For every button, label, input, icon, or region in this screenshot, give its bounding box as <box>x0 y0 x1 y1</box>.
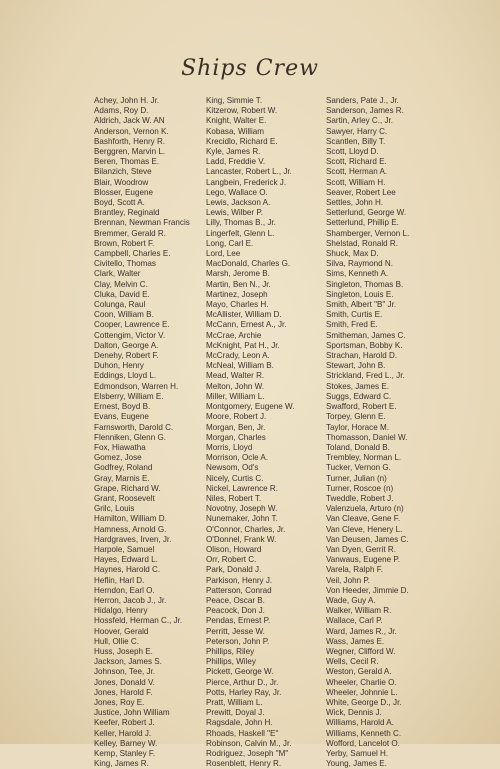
crew-name: Keller, Harold J. <box>94 728 152 738</box>
crew-name: Montgomery, Eugene W. <box>206 402 295 412</box>
crew-name: Hayes, Edward L. <box>94 555 158 565</box>
crew-name: Pierce, Arthur D., Jr. <box>206 677 279 687</box>
crew-name: Walker, William R. <box>326 606 392 616</box>
crew-name: Smitheman, James C. <box>326 330 406 340</box>
crew-name: Keefer, Robert J. <box>94 718 155 728</box>
crew-name: Melton, John W. <box>206 381 265 391</box>
crew-name: Clark, Walter <box>94 269 141 279</box>
crew-name: Edmondson, Warren H. <box>94 381 179 391</box>
crew-name: Bilanzich, Steve <box>94 167 152 177</box>
crew-name: Orr, Robert C. <box>206 555 257 565</box>
crew-name: Van Cleave, Gene F. <box>326 514 401 524</box>
crew-name: Langbein, Frederick J. <box>206 177 287 187</box>
crew-name: Turner, Julian (n) <box>326 473 387 483</box>
crew-name: Brown, Robert F. <box>94 238 155 248</box>
crew-name: Morrison, Ocle A. <box>206 453 269 463</box>
crew-name: Blosser, Eugene <box>94 187 153 197</box>
crew-name: Cluka, David E. <box>94 289 150 299</box>
crew-name: Lingerfelt, Glenn L. <box>206 228 275 238</box>
crew-name: Hamness, Arnold G. <box>94 524 167 534</box>
crew-name: Colunga, Raul <box>94 300 146 310</box>
crew-name: Van Deusen, James C. <box>326 534 409 544</box>
crew-name: Nickel, Lawrence R. <box>206 483 278 493</box>
crew-name: Seaver, Robert Lee <box>326 187 396 197</box>
crew-name: Martinez, Joseph <box>206 289 268 299</box>
crew-name: Miller, William L. <box>206 391 265 401</box>
crew-name: White, George D., Jr. <box>326 697 402 707</box>
crew-name: Patterson, Conrad <box>206 585 272 595</box>
crew-name: Smith, Albert "B" Jr. <box>326 300 397 310</box>
crew-name: Parkison, Henry J. <box>206 575 273 585</box>
crew-name: Niles, Robert T. <box>206 493 262 503</box>
crew-name: Weston, Gerald A. <box>326 667 392 677</box>
crew-name: Kemp, Stanley F. <box>94 749 156 758</box>
crew-name: Heflin, Harl D. <box>94 575 145 585</box>
crew-name: Phillips, Riley <box>206 646 255 656</box>
crew-name: Duhon, Henry <box>94 361 144 371</box>
crew-name: Lilly, Thomas B., Jr. <box>206 218 276 228</box>
crew-name: Lego, Wallace O. <box>206 187 268 197</box>
crew-name: Peacock, Don J. <box>206 606 265 616</box>
crew-name: Shamberger, Vernon L. <box>326 228 410 238</box>
crew-name: Shuck, Max D. <box>326 249 379 259</box>
crew-name: Flenniken, Glenn G. <box>94 432 166 442</box>
crew-name: Swafford, Robert E. <box>326 402 397 412</box>
crew-name: Von Heeder, Jimmie D. <box>326 585 409 595</box>
crew-name: Brantley, Reginald <box>94 208 160 218</box>
crew-name: Jackson, James S. <box>94 657 162 667</box>
crew-name: MacDonald, Charles G. <box>206 259 291 269</box>
crew-name: Wofford, Lancelot O. <box>326 738 400 748</box>
crew-name: Grape, Richard W. <box>94 483 161 493</box>
crew-name: Wick, Dennis J. <box>326 708 382 718</box>
crew-name: Wallace, Carl P. <box>326 616 383 626</box>
crew-name: Grant, Roosevelt <box>94 493 155 503</box>
crew-name: Lewis, Wilber P. <box>206 208 263 218</box>
crew-name: Varela, Ralph F. <box>326 565 383 575</box>
crew-name: Nicely, Curtis C. <box>206 473 264 483</box>
crew-name: Setterlund, George W. <box>326 208 407 218</box>
crew-name: Campbell, Charles E. <box>94 249 171 259</box>
crew-name: Morgan, Ben, Jr. <box>206 422 266 432</box>
crew-name: Jones, Harold F. <box>94 687 153 697</box>
crew-name: Potts, Harley Ray, Jr. <box>206 687 282 697</box>
crew-name: Kyle, James R. <box>206 147 261 157</box>
crew-name: Huss, Joseph E. <box>94 646 153 656</box>
crew-name: Civitello, Thomas <box>94 259 156 269</box>
crew-name: Godfrey, Roland <box>94 463 153 473</box>
crew-name: Sportsman, Bobby K. <box>326 340 403 350</box>
crew-name: Boyd, Scott A. <box>94 198 145 208</box>
crew-name: Torpey, Glenn E. <box>326 412 386 422</box>
crew-name: Hossfeld, Herman C., Jr. <box>94 616 183 626</box>
crew-name: Clay, Melvin C. <box>94 279 148 289</box>
crew-name: Olison, Howard <box>206 544 262 554</box>
crew-name: Eddings, Lloyd L. <box>94 371 157 381</box>
crew-name: Knight, Walter E. <box>206 116 267 126</box>
crew-name: McAllister, William D. <box>206 310 282 320</box>
crew-name: Strachan, Harold D. <box>326 351 398 361</box>
crew-name: Hoover, Gerald <box>94 626 149 636</box>
crew-name: Hull, Ollie C. <box>94 636 139 646</box>
crew-name: Ragsdale, John H. <box>206 718 273 728</box>
crew-name: Wheeler, Charlie O. <box>326 677 397 687</box>
crew-name: Kobasa, William <box>206 126 265 136</box>
crew-name: Wheeler, Johnnie L. <box>326 687 398 697</box>
crew-name: Taylor, Horace M. <box>326 422 389 432</box>
crew-name: Pendas, Ernest P. <box>206 616 271 626</box>
crew-name: Valenzuela, Arturo (n) <box>326 504 404 514</box>
crew-name: Turner, Roscoe (n) <box>326 483 394 493</box>
crew-name: Sartin, Arley C., Jr. <box>326 116 394 126</box>
crew-column-3 <box>326 96 476 769</box>
crew-name: Tucker, Vernon G. <box>326 463 391 473</box>
crew-name: Nunemaker, John T. <box>206 514 278 524</box>
crew-name: Robinson, Calvin M., Jr. <box>206 738 292 748</box>
crew-name: Ernest, Boyd B. <box>94 402 151 412</box>
crew-name: Toland, Donald B. <box>326 442 390 452</box>
crew-name: Herron, Jacob J., Jr. <box>94 595 167 605</box>
crew-name: Hamilton, William D. <box>94 514 167 524</box>
crew-name: Ladd, Freddie V. <box>206 157 266 167</box>
crew-name: Evans, Eugene <box>94 412 149 422</box>
crew-name: Williams, Harold A. <box>326 718 394 728</box>
crew-name: Williams, Kenneth C. <box>326 728 402 738</box>
crew-name: Blair, Woodrow <box>94 177 149 187</box>
crew-name: O'Connor, Charles, Jr. <box>206 524 286 534</box>
crew-name: McKnight, Pat H., Jr. <box>206 340 280 350</box>
crew-name: Hardgraves, Irven, Jr. <box>94 534 172 544</box>
crew-name: Coon, William B. <box>94 310 154 320</box>
crew-name: Peace, Oscar B. <box>206 595 265 605</box>
crew-name: Jones, Roy E. <box>94 697 145 707</box>
crew-name: Pickett, George W. <box>206 667 274 677</box>
page-title: Ships Crew <box>181 56 319 81</box>
crew-name: Perritt, Jesse W. <box>206 626 265 636</box>
crew-name: Sanderson, James R. <box>326 106 404 116</box>
crew-name: McCrae, Archie <box>206 330 262 340</box>
crew-name: Stewart, John B. <box>326 361 386 371</box>
crew-name: McNeal, William B. <box>206 361 274 371</box>
crew-name: McCrady, Leon A. <box>206 351 270 361</box>
crew-name: Van Dyen, Gerrit R. <box>326 544 397 554</box>
crew-name: Krecidlo, Richard E. <box>206 136 278 146</box>
crew-name: Peterson, John P. <box>206 636 270 646</box>
crew-name: Kelley, Barney W. <box>94 738 158 748</box>
crew-name: Tweddle, Robert J. <box>326 493 394 503</box>
crew-name: Sawyer, Harry C. <box>326 126 388 136</box>
crew-name: Long, Carl E. <box>206 238 254 248</box>
crew-name: Justice, John William <box>94 708 170 718</box>
crew-name: Marsh, Jerome B. <box>206 269 270 279</box>
crew-name: Van Cleve, Henery L. <box>326 524 403 534</box>
crew-name: Anderson, Vernon K. <box>94 126 169 136</box>
crew-name: Yerby, Samuel H. <box>326 749 389 758</box>
crew-name: Hidalgo, Henry <box>94 606 148 616</box>
crew-name: Stokes, James E. <box>326 381 389 391</box>
crew-name: Haynes, Harold C. <box>94 565 161 575</box>
crew-name: Newsom, Od's <box>206 463 259 473</box>
crew-name: Jones, Donald V. <box>94 677 155 687</box>
crew-name: Dalton, George A. <box>94 340 159 350</box>
crew-name: Pratt, William L. <box>206 697 263 707</box>
crew-name: King, Simmie T. <box>206 96 263 105</box>
crew-name: Rosenblett, Henry R. <box>206 759 282 769</box>
crew-name: Silva, Raymond N. <box>326 259 394 269</box>
crew-name: Berggren, Marvin L. <box>94 147 166 157</box>
crew-name: Farnsworth, Darold C. <box>94 422 174 432</box>
crew-name: Martin, Ben N., Jr. <box>206 279 271 289</box>
crew-name: Cottengim, Victor V. <box>94 330 166 340</box>
crew-name: Wass, James E. <box>326 636 385 646</box>
crew-name: Vanwaus, Eugene P. <box>326 555 400 565</box>
crew-name: Scott, Herman A. <box>326 167 388 177</box>
crew-name: Young, James E. <box>326 759 387 769</box>
crew-name: Adams, Roy D. <box>94 106 149 116</box>
crew-name: Smith, Fred E. <box>326 320 378 330</box>
crew-name: Suggs, Edward C. <box>326 391 392 401</box>
crew-name: Shelstad, Ronald R. <box>326 238 398 248</box>
crew-name: Rodriguez, Joseph "M" <box>206 749 289 758</box>
crew-name: Achey, John H. Jr. <box>94 96 160 105</box>
crew-name: Settles, John H. <box>326 198 384 208</box>
crew-name: Trembley, Norman L. <box>326 453 402 463</box>
crew-name: Lewis, Jackson A. <box>206 198 271 208</box>
crew-name: Grilc, Louis <box>94 504 135 514</box>
crew-name: Bremmer, Gerald R. <box>94 228 166 238</box>
crew-name: Morgan, Charles <box>206 432 266 442</box>
crew-name: Ward, James R., Jr. <box>326 626 397 636</box>
crew-name: Bashforth, Henry R. <box>94 136 166 146</box>
crew-name: Harpole, Samuel <box>94 544 155 554</box>
crew-name: O'Donnel, Frank W. <box>206 534 277 544</box>
crew-name: Mead, Walter R. <box>206 371 265 381</box>
crew-name: Brennan, Newman Francis <box>94 218 190 228</box>
crew-name: Morris, Lloyd <box>206 442 253 452</box>
crew-name: Prewitt, Doyal J. <box>206 708 265 718</box>
crew-name: Setterlund, Phillip E. <box>326 218 399 228</box>
crew-name: Smith, Curtis E. <box>326 310 383 320</box>
crew-name: Wegner, Clifford W. <box>326 646 396 656</box>
crew-name: Novotny, Joseph W. <box>206 504 278 514</box>
crew-name: Rhoads, Haskell "E" <box>206 728 279 738</box>
crew-name: Mayo, Charles H. <box>206 300 269 310</box>
crew-name: Singleton, Thomas B. <box>326 279 404 289</box>
crew-name: Park, Donald J. <box>206 565 262 575</box>
crew-name: Beren, Thomas E. <box>94 157 160 167</box>
crew-name: Veil, John P. <box>326 575 370 585</box>
crew-name: Wells, Cecil R. <box>326 657 379 667</box>
crew-name: Gomez, Jose <box>94 453 142 463</box>
crew-name: Sanders, Pate J., Jr. <box>326 96 399 105</box>
crew-name: Singleton, Louis E. <box>326 289 394 299</box>
crew-name: Scott, William H. <box>326 177 386 187</box>
crew-name: King, James R. <box>94 759 149 769</box>
crew-name: Thomasson, Daniel W. <box>326 432 408 442</box>
crew-name: Wade, Guy A. <box>326 595 376 605</box>
crew-name: Scott, Lloyd D. <box>326 147 379 157</box>
crew-name: McCann, Ernest A., Jr. <box>206 320 287 330</box>
crew-name: Moore, Robert J. <box>206 412 267 422</box>
crew-name: Kitzerow, Robert W. <box>206 106 278 116</box>
crew-name: Scantlen, Billy T. <box>326 136 386 146</box>
crew-name: Lancaster, Robert L., Jr. <box>206 167 292 177</box>
crew-name: Scott, Richard E. <box>326 157 387 167</box>
crew-name: Aldrich, Jack W. AN <box>94 116 165 126</box>
crew-name: Fox, Hiawatha <box>94 442 146 452</box>
crew-name: Johnson, Tee, Jr. <box>94 667 156 677</box>
crew-name: Gray, Marnis E. <box>94 473 150 483</box>
crew-name: Strickland, Fred L., Jr. <box>326 371 405 381</box>
crew-name: Phillips, Wiley <box>206 657 256 667</box>
crew-name: Sims, Kenneth A. <box>326 269 389 279</box>
crew-name: Elsberry, William E. <box>94 391 164 401</box>
crew-name: Denehy, Robert F. <box>94 351 159 361</box>
crew-name: Lord, Lee <box>206 249 241 259</box>
crew-name: Herndon, Earl O. <box>94 585 155 595</box>
crew-name: Cooper, Lawrence E. <box>94 320 170 330</box>
